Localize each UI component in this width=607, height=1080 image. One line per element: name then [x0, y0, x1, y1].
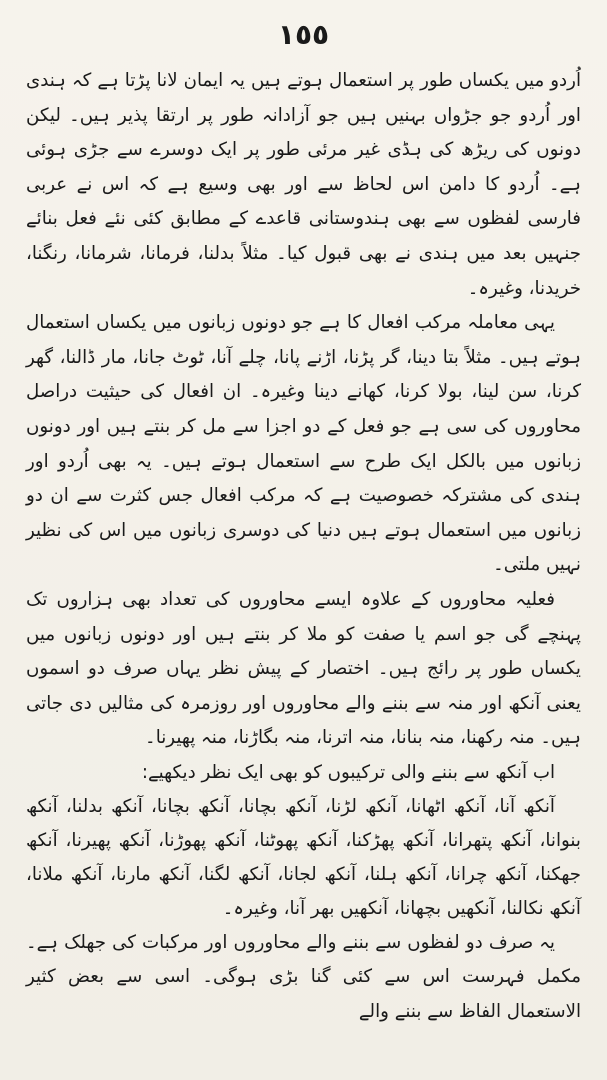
paragraph-urdu-hindi-kinship: اُردو میں یکساں طور پر استعمال ہوتے ہیں یہ ایمان لانا پڑتا ہے کہ ہندی اور اُردو جو جڑواں بہنیں ہیں جو آزادانہ طور پر ارتقا پذیر ہیں۔ لیکن دونوں کی ریڑھ کی ہڈی غیر مرئی طور پر ایک دوسرے سے جڑی ہوئی ہے۔ اُردو کا دامن اس لحاظ سے اور بھی وسیع ہے کہ اس نے عربی فارسی لفظوں سے بھی ہندوستانی قاعدے کے مطابق کئی نئے فعل بنائے جنہیں بعد میں ہندی نے بھی قبول کیا۔ مثلاً بدلنا، فرمانا، شرمانا، رنگنا، خریدنا، وغیرہ۔ — [26, 70, 581, 299]
paragraph-compound-verbs: یہی معاملہ مرکب افعال کا ہے جو دونوں زبانوں میں یکساں استعمال ہوتے ہیں۔ مثلاً بتا دینا، گر پڑنا، اڑنے پانا، چلے آنا، ٹوٹ جانا، مار ڈالنا، گھر کرنا، سن لینا، بولا کرنا، کھانے دینا وغیرہ۔ ان افعال کی حیثیت دراصل محاوروں کی سی ہے جو فعل کے دو اجزا سے مل کر بنتے ہیں اور دونوں زبانوں میں بالکل ایک طرح سے استعمال ہوتے ہیں۔ یہ بھی اُردو اور ہندی کی مشترکہ خصوصیت ہے کہ مرکب افعال جس کثرت سے ان دو زبانوں میں استعمال ہوتے ہیں دنیا کی دوسری زبانوں میں اس کی نظیر نہیں ملتی۔ — [26, 312, 581, 576]
page-body — [26, 64, 581, 1070]
page-number: ١٥٥ — [277, 18, 330, 51]
paragraph-closing: یہ صرف دو لفظوں سے بننے والے محاوروں اور مرکبات کی جھلک ہے۔ مکمل فہرست اس سے کئی گنا بڑی ہوگی۔ اسی سے بعض کثیر الاستعمال الفاظ سے بننے والے — [26, 931, 581, 1022]
paragraph-noun-idioms: فعلیہ محاوروں کے علاوہ ایسے محاوروں کی تعداد بھی ہزاروں تک پہنچے گی جو اسم یا صفت کو ملا کر بنتے ہیں اور دونوں زبانوں میں یکساں طور پر رائج ہیں۔ اختصار کے پیش نظر یہاں صرف دو اسموں یعنی آنکھ اور منہ سے بننے والے محاوروں اور روزمرہ کی مثالیں دی جاتی ہیں۔ منہ رکھنا، منہ بنانا، منہ اترنا، منہ بگاڑنا، منہ پھیرنا۔ — [26, 588, 581, 749]
paragraph-eye-idioms-list: آنکھ آنا، آنکھ اٹھانا، آنکھ لڑنا، آنکھ بچانا، آنکھ بچانا، آنکھ بدلنا، آنکھ بنوانا، آنکھ پتھرانا، آنکھ پھڑکنا، آنکھ پھوٹنا، آنکھ پھوڑنا، آنکھ پھیرنا، آنکھ جھکنا، آنکھ چرانا، آنکھ ہلنا، آنکھ لجانا، آنکھ لگنا، آنکھ مارنا، آنکھ ملانا، آنکھ نکالنا، آنکھیں بچھانا، آنکھیں بھر آنا، وغیرہ۔ — [26, 796, 581, 919]
paragraph-eye-intro: اب آنکھ سے بننے والی ترکیبوں کو بھی ایک نظر دیکھیے: — [141, 761, 555, 783]
